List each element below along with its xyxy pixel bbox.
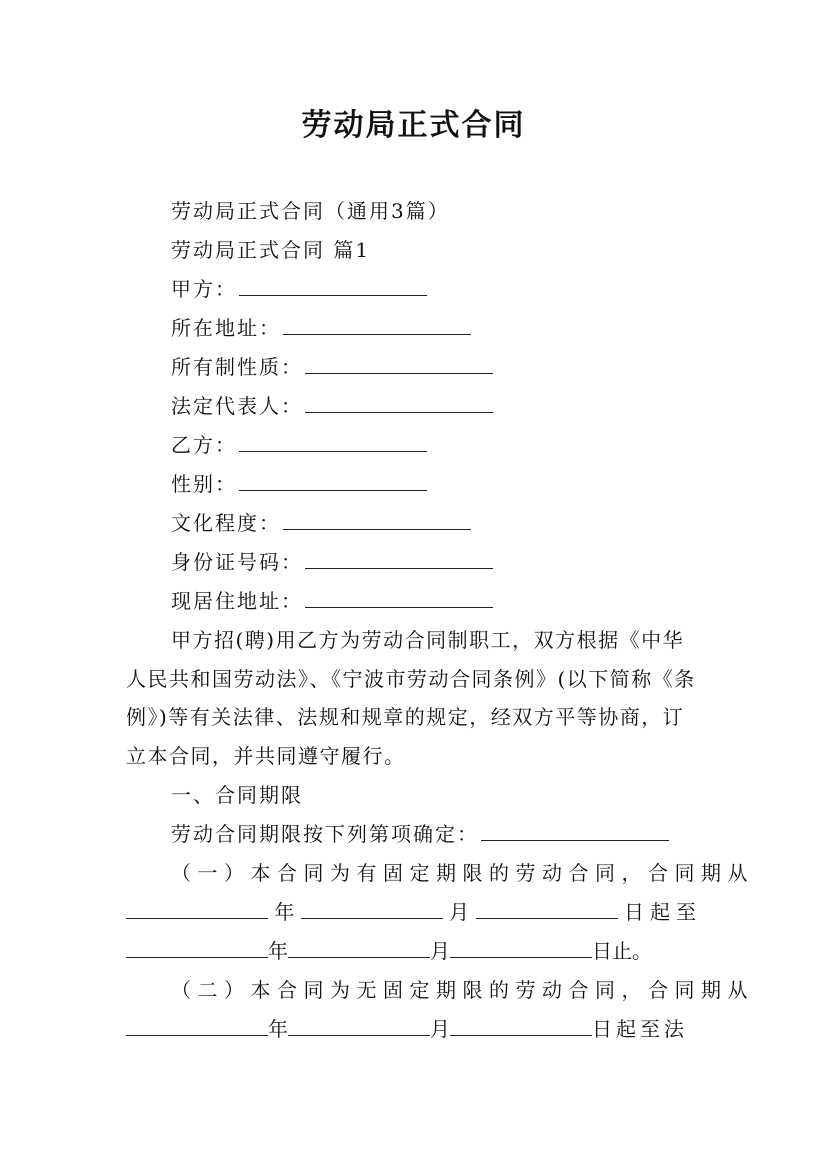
document-title: 劳动局正式合同 <box>301 108 526 143</box>
clause-2-line-2 <box>126 1014 702 1044</box>
day-label: 日起至 <box>623 900 702 924</box>
fill-blank[interactable] <box>239 472 427 491</box>
clause-1-line-1: （一）本合同为有固定期限的劳动合同，合同期从 <box>171 861 754 885</box>
fill-blank[interactable] <box>283 511 471 530</box>
fill-blank[interactable] <box>126 1017 268 1036</box>
field-address <box>171 313 471 343</box>
fill-blank[interactable] <box>239 277 427 296</box>
heading-contract-term: 一、合同期限 <box>171 783 303 807</box>
field-label: 性别： <box>171 472 237 496</box>
section-title: 劳动局正式合同 篇1 <box>171 238 371 262</box>
fill-blank[interactable] <box>126 939 268 958</box>
field-label: 乙方： <box>171 433 237 457</box>
field-current-address <box>171 586 493 616</box>
field-label: 现居住地址： <box>171 589 303 613</box>
fill-blank[interactable] <box>450 1017 592 1036</box>
field-label: 所在地址： <box>171 316 281 340</box>
field-id-number <box>171 547 493 577</box>
field-party-a <box>171 274 427 304</box>
field-label: 文化程度： <box>171 511 281 535</box>
field-label: 法定代表人： <box>171 394 303 418</box>
field-party-b <box>171 430 427 460</box>
year-label: 年 <box>274 900 295 924</box>
term-line <box>171 819 669 849</box>
fill-blank[interactable] <box>476 900 618 919</box>
end-label: 日止。 <box>592 939 652 963</box>
document-subtitle: 劳动局正式合同（通用3篇） <box>171 199 450 223</box>
term-label: 劳动合同期限按下列第项确定： <box>171 822 479 846</box>
fill-blank[interactable] <box>305 355 493 374</box>
field-label: 所有制性质： <box>171 355 303 379</box>
fill-blank[interactable] <box>450 939 592 958</box>
fill-blank[interactable] <box>305 550 493 569</box>
year-label: 年 <box>268 1017 288 1041</box>
field-legal-rep <box>171 391 493 421</box>
field-gender <box>171 469 427 499</box>
clause-2-line-1: （二）本合同为无固定期限的劳动合同，合同期从 <box>171 978 754 1002</box>
fill-blank[interactable] <box>288 939 430 958</box>
intro-text: 甲方招(聘)用乙方为劳动合同制职工，双方根据《中华人民共和国劳动法》、《宁波市劳动合同条例》(以下简称《条例》)等有关法律、法规和规章的规定，经双方平等协商，订立本合同，并共同遵守履行。 <box>126 628 696 768</box>
fill-blank[interactable] <box>301 900 443 919</box>
year-label: 年 <box>268 939 288 963</box>
field-label: 甲方： <box>171 277 237 301</box>
fill-blank[interactable] <box>239 433 427 452</box>
clause-1-line-3 <box>126 936 702 966</box>
fill-blank[interactable] <box>126 900 268 919</box>
month-label: 月 <box>430 939 450 963</box>
intro-paragraph <box>126 621 702 775</box>
end-label: 日起至法 <box>592 1017 688 1041</box>
fill-blank[interactable] <box>481 822 669 841</box>
month-label: 月 <box>449 900 470 924</box>
fill-blank[interactable] <box>283 316 471 335</box>
fill-blank[interactable] <box>305 589 493 608</box>
fill-blank[interactable] <box>305 394 493 413</box>
month-label: 月 <box>430 1017 450 1041</box>
fill-blank[interactable] <box>288 1017 430 1036</box>
field-label: 身份证号码： <box>171 550 303 574</box>
field-education <box>171 508 471 538</box>
clause-1-line-2 <box>126 897 702 927</box>
field-ownership <box>171 352 493 382</box>
